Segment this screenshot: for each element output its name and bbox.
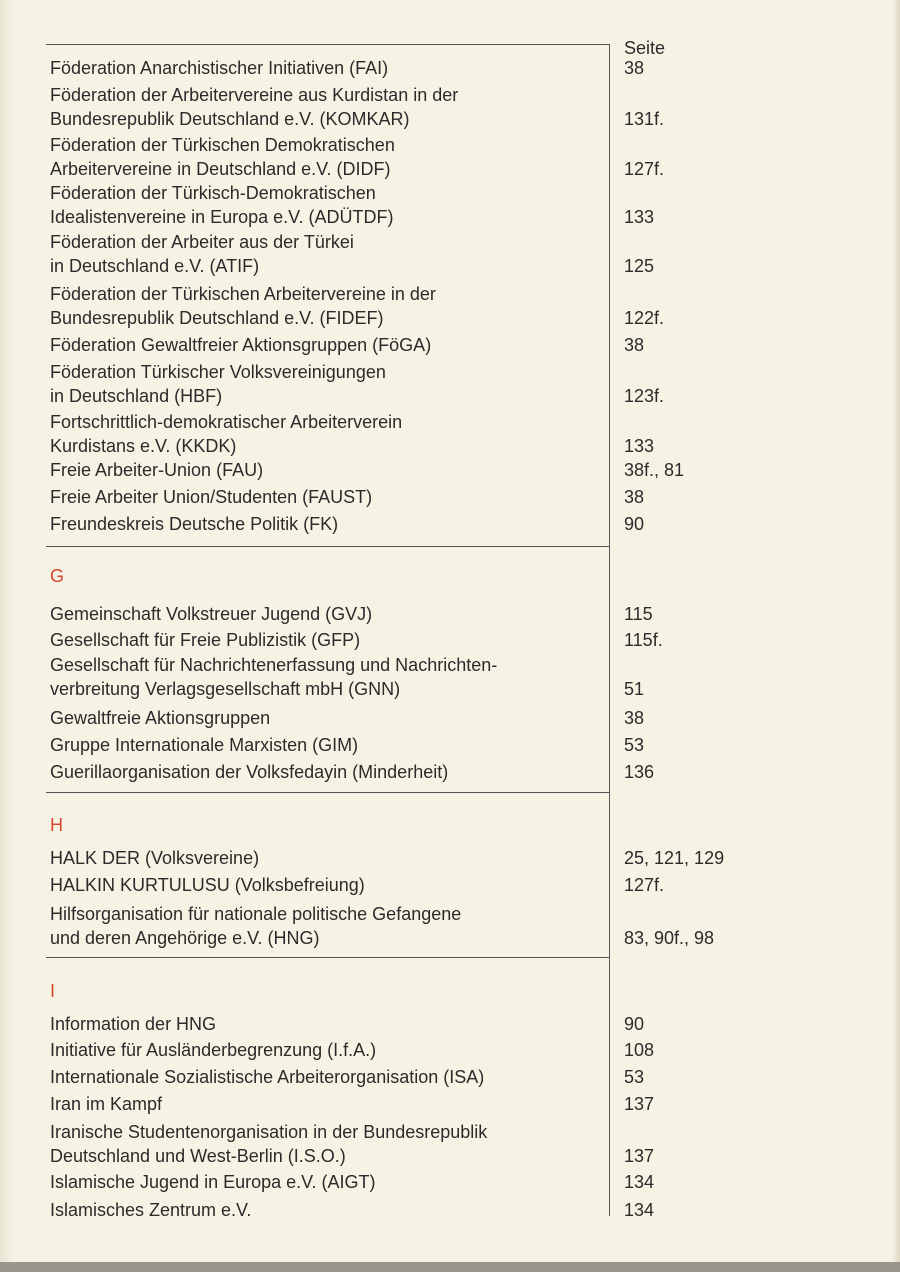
index-entry (50, 1039, 376, 1063)
section-rule (46, 957, 610, 958)
index-entry (50, 231, 354, 278)
entry-page: 38 (624, 58, 645, 78)
entry-page: 136 (624, 762, 655, 782)
index-entry (50, 134, 395, 181)
entry-page: 38 (624, 708, 645, 728)
section-rule (46, 792, 610, 793)
index-entry (50, 1121, 487, 1168)
page-edge-right (892, 0, 900, 1272)
index-entry (50, 1093, 162, 1117)
entry-page: 38f., 81 (624, 460, 685, 480)
section-letter: H (50, 815, 63, 835)
entry-line: Guerillaorganisation der Volksfedayin (Minderheit) (50, 762, 449, 782)
index-entry (50, 334, 431, 358)
entry-line: HALK DER (Volksvereine) (50, 848, 260, 868)
entry-line: Islamische Jugend in Europa e.V. (AIGT) (50, 1172, 376, 1192)
section-letter: I (50, 981, 56, 1001)
entry-line: Iranische Studentenorganisation in der Bundesrepublik (50, 1122, 488, 1142)
entry-line: Hilfsorganisation für nationale politische Gefangene (50, 904, 462, 924)
index-entry (50, 761, 448, 785)
entry-line: Bundesrepublik Deutschland e.V. (KOMKAR) (50, 108, 410, 129)
section-rule (46, 546, 610, 547)
entry-page: 90 (624, 514, 645, 534)
entry-line: HALKIN KURTULUSU (Volksbefreiung) (50, 875, 365, 895)
page-edge-bottom (0, 1262, 900, 1272)
entry-line: Gesellschaft für Freie Publizistik (GFP) (50, 630, 361, 650)
entry-line: Deutschland und West-Berlin (I.S.O.) (50, 1145, 346, 1166)
index-entry (50, 513, 338, 537)
entry-line: Föderation der Arbeitervereine aus Kurdistan in der (50, 85, 459, 105)
entry-page: 125 (624, 255, 655, 276)
entry-page: 115f. (624, 630, 663, 650)
entry-page: 127f. (624, 158, 665, 179)
entry-page: 90 (624, 1014, 645, 1034)
entry-line: Föderation Türkischer Volksvereinigungen (50, 362, 386, 382)
index-entry (50, 874, 365, 898)
entry-line: Fortschrittlich-demokratischer Arbeiterverein (50, 412, 403, 432)
section-letter: G (50, 566, 65, 586)
index-entry (50, 847, 259, 871)
entry-line: Föderation der Türkischen Demokratischen (50, 135, 395, 155)
entry-line: Islamisches Zentrum e.V. (50, 1200, 252, 1220)
entry-page: 38 (624, 335, 645, 355)
entry-line: Information der HNG (50, 1014, 217, 1034)
index-entry (50, 707, 270, 731)
entry-page: 134 (624, 1172, 655, 1192)
entry-line: Gruppe Internationale Marxisten (GIM) (50, 735, 359, 755)
entry-page: 53 (624, 735, 645, 755)
entry-page: 131f. (624, 108, 665, 129)
entry-line: Freie Arbeiter-Union (FAU) (50, 460, 264, 480)
entry-line: Kurdistans e.V. (KKDK) (50, 435, 237, 456)
entry-page: 123f. (624, 385, 665, 406)
index-entry (50, 1013, 216, 1037)
column-divider (609, 44, 610, 1216)
index-entry (50, 629, 360, 653)
entry-line: Initiative für Ausländerbegrenzung (I.f.A.) (50, 1040, 377, 1060)
index-entry (50, 459, 263, 483)
entry-line: Freie Arbeiter Union/Studenten (FAUST) (50, 487, 373, 507)
entry-line: Arbeitervereine in Deutschland e.V. (DIDF) (50, 158, 391, 179)
entry-page: 122f. (624, 307, 665, 328)
entry-page: 127f. (624, 875, 665, 895)
page-column-header: Seite (624, 38, 666, 58)
entry-line: verbreitung Verlagsgesellschaft mbH (GNN) (50, 678, 401, 699)
index-entry (50, 734, 358, 758)
entry-page: 38 (624, 487, 645, 507)
entry-line: Internationale Sozialistische Arbeiterorganisation (ISA) (50, 1067, 485, 1087)
entry-line: Freundeskreis Deutsche Politik (FK) (50, 514, 339, 534)
entry-page: 133 (624, 435, 655, 456)
entry-line: Bundesrepublik Deutschland e.V. (FIDEF) (50, 307, 384, 328)
index-entry (50, 1199, 251, 1223)
index-entry (50, 182, 394, 229)
index-entry (50, 486, 372, 510)
entry-page: 108 (624, 1040, 655, 1060)
entry-line: Iran im Kampf (50, 1094, 163, 1114)
entry-line: Idealistenvereine in Europa e.V. (ADÜTDF) (50, 206, 394, 227)
entry-line: Gewaltfreie Aktionsgruppen (50, 708, 271, 728)
index-entry (50, 411, 402, 458)
entry-page: 25, 121, 129 (624, 848, 725, 868)
entry-page: 51 (624, 678, 645, 699)
index-entry (50, 84, 458, 131)
index-entry (50, 361, 386, 408)
entry-page: 137 (624, 1094, 655, 1114)
entry-page: 115 (624, 604, 653, 624)
section-rule (46, 44, 610, 45)
entry-page: 83, 90f., 98 (624, 927, 715, 948)
entry-line: Föderation der Arbeiter aus der Türkei (50, 232, 354, 252)
entry-line: in Deutschland (HBF) (50, 385, 223, 406)
entry-line: Gemeinschaft Volkstreuer Jugend (GVJ) (50, 604, 373, 624)
entry-line: Föderation der Türkisch-Demokratischen (50, 183, 376, 203)
entry-page: 137 (624, 1145, 655, 1166)
entry-line: in Deutschland e.V. (ATIF) (50, 255, 260, 276)
entry-line: Föderation der Türkischen Arbeitervereine in der (50, 284, 436, 304)
entry-line: Gesellschaft für Nachrichtenerfassung und Nachrichten- (50, 655, 498, 675)
index-entry (50, 283, 436, 330)
entry-page: 53 (624, 1067, 645, 1087)
index-entry (50, 903, 461, 950)
entry-line: Föderation Gewaltfreier Aktionsgruppen (FöGA) (50, 335, 432, 355)
page-edge-left (0, 0, 14, 1272)
index-entry (50, 57, 388, 81)
entry-line: Föderation Anarchistischer Initiativen (FAI) (50, 58, 389, 78)
entry-page: 133 (624, 206, 655, 227)
index-entry (50, 1066, 484, 1090)
entry-page: 134 (624, 1200, 655, 1220)
index-entry (50, 654, 497, 701)
index-entry (50, 603, 372, 627)
index-entry (50, 1171, 376, 1195)
entry-line: und deren Angehörige e.V. (HNG) (50, 927, 320, 948)
